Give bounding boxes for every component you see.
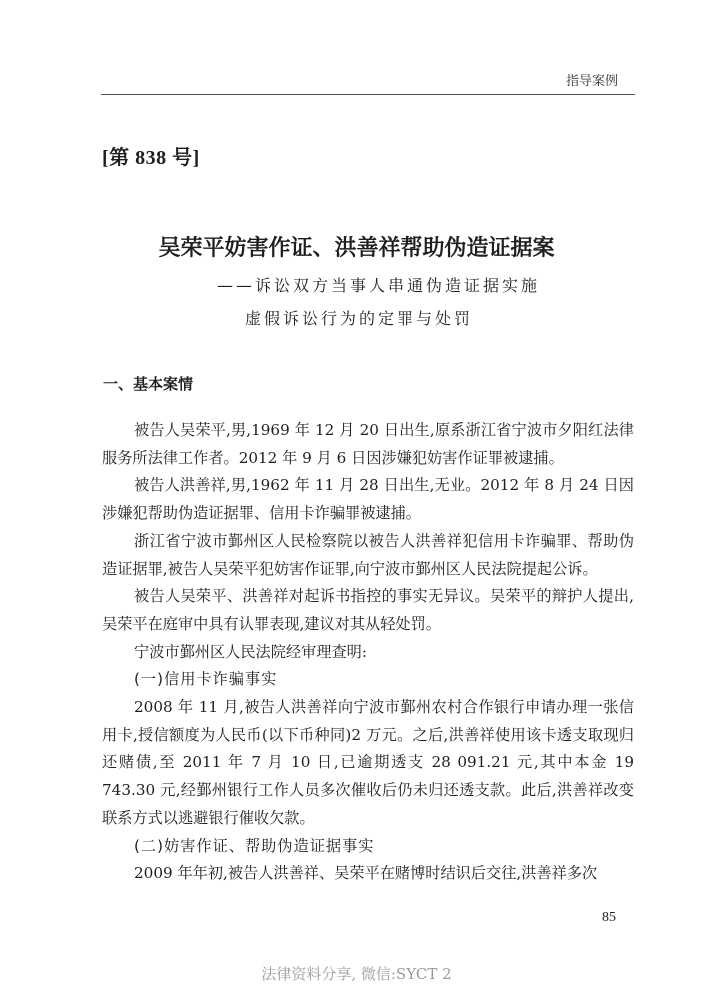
subtitle-line-2: 虚假诉讼行为的定罪与处罚 [245,309,474,328]
section-heading: 一、基本案情 [103,375,194,393]
body-text [102,417,634,888]
header-divider [101,94,635,95]
running-head: 指导案例 [565,74,618,89]
page-number: 85 [602,910,616,925]
document-title: 吴荣平妨害作证、洪善祥帮助伪造证据案 [158,235,555,261]
paragraph: 被告人吴荣平、洪善祥对起诉书指控的事实无异议。吴荣平的辩护人提出,吴荣平在庭审中具有认罪表现,建议对其从轻处罚。 [102,587,634,633]
paragraph: 浙江省宁波市鄞州区人民检察院以被告人洪善祥犯信用卡诈骗罪、帮助伪造证据罪,被告人吴荣平犯妨害作证罪,向宁波市鄞州区人民法院提起公诉。 [102,531,634,578]
paragraph: 2009 年年初,被告人洪善祥、吴荣平在赌博时结识后交往,洪善祥多次 [134,864,598,883]
subtitle-line-1: ——诉讼双方当事人串通伪造证据实施 [217,276,541,295]
paragraph: 宁波市鄞州区人民法院经审理查明: [134,642,367,661]
subheading: (二)妨害作证、帮助伪造证据事实 [134,836,375,855]
case-number: [第 838 号] [102,147,200,169]
paragraph: 2008 年 11 月,被告人洪善祥向宁波市鄞州农村合作银行申请办理一张信用卡,授信额度为人民币(以下币种同)2 万元。之后,洪善祥使用该卡透支取现归还赌债,至 2011 年 7 月 10 日,已逾期透支 28 091.21 元,其中本金 19 743.30 元,经鄞州银行工作人员多次催收后仍未归还透支款。此后,洪善祥改变联系方式以逃避银行催收欠款。 [102,698,634,827]
paragraph: 被告人吴荣平,男,1969 年 12 月 20 日出生,原系浙江省宁波市夕阳红法律服务所法律工作者。2012 年 9 月 6 日因涉嫌犯妨害作证罪被逮捕。 [102,421,634,467]
subheading: (一)信用卡诈骗事实 [134,670,278,689]
paragraph: 被告人洪善祥,男,1962 年 11 月 28 日出生,无业。2012 年 8 月 24 日因涉嫌犯帮助伪造证据罪、信用卡诈骗罪被逮捕。 [102,476,634,523]
watermark: 法律资料分享, 微信:SYCT 2 [261,965,452,983]
